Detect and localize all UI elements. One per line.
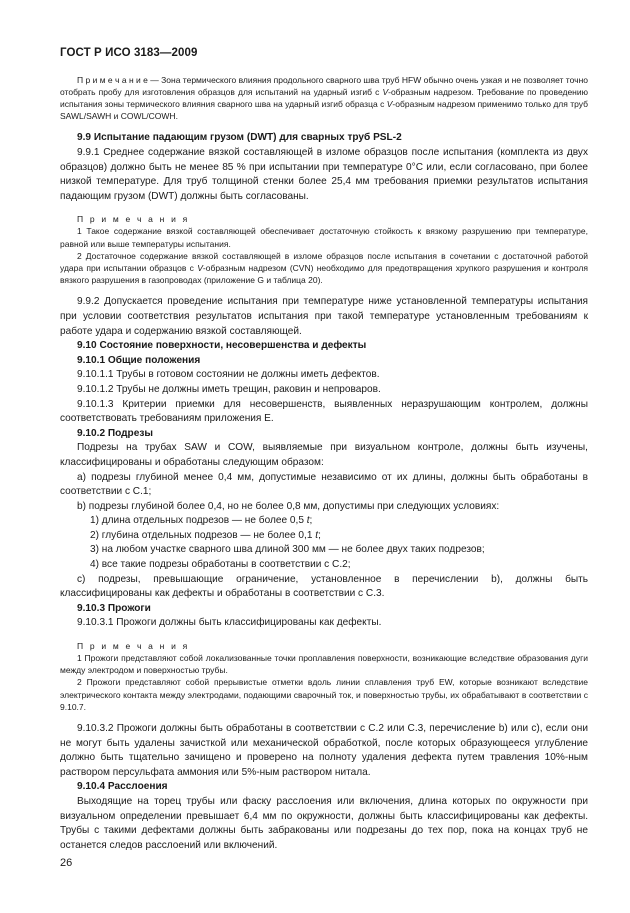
note-9-9-2: 2 Достаточное содержание вязкой составляющей в изломе образцов после испытания в сочетании с достаточной работой удара при испытании образцов с V-образным надрезом (CVN) необходимо для предотвращения хрупкого разрушения и контроля вязкого разрушения в газопроводах (приложение G и таблица 20).: [60, 250, 588, 286]
paragraph-9-9-2: 9.9.2 Допускается проведение испытания при температуре ниже установленной температуры испытания при условии соответствия результатов испытания при такой температуре установленным требованиям к работе удара и содержанию вязкой составляющей.: [60, 296, 588, 337]
section-9-10-3-title: 9.10.3 Прожоги: [77, 602, 151, 614]
page-number: 26: [60, 857, 73, 869]
list-item-b3: 3) на любом участке сварного шва длиной 300 мм — не более двух таких подрезов;: [90, 544, 485, 556]
list-item-b2: 2) глубина отдельных подрезов — не более 0,1 t;: [90, 529, 321, 541]
paragraph-9-10-3-2: 9.10.3.2 Прожоги должны быть обработаны в соответствии с С.2 или С.3, перечисление b) или с), если они не могут быть удалены зачисткой или механической обработкой, после которых образующееся углубление должно быть тщательно зачищено и проверено на полноту удаления дефекта путем травления 10%-ным раствором персульфата аммония или 5%-ным раствором нитала.: [60, 723, 588, 778]
list-item-b1: 1) длина отдельных подрезов — не более 0,5 t;: [90, 515, 313, 527]
section-9-10-2-title: 9.10.2 Подрезы: [77, 427, 153, 439]
paragraph-9-10-1-3: 9.10.1.3 Критерии приемки для несовершенств, выявленных неразрушающим контролем, должны соответствовать требованиям приложения Е.: [60, 398, 588, 425]
section-9-10-1-title: 9.10.1 Общие положения: [77, 354, 201, 366]
note-9-9-1: 1 Такое содержание вязкой составляющей обеспечивает достаточную стойкость к вязкому разрушению при температуре, равной или выше температуры испытания.: [60, 226, 588, 249]
paragraph-9-10-1-2: 9.10.1.2 Трубы не должны иметь трещин, раковин и непроваров.: [77, 383, 381, 395]
note-hfw: П р и м е ч а н и е — Зона термического влияния продольного сварного шва труб HFW обычно очень узкая и не позволяет точно отобрать пробу для изготовления образцов для испытаний на ударный изгиб с V-образным надрезом. Требование по проведению испытания зоны термического влияния сварного шва на ударный изгиб образца с V-образным надрезом применимо только для труб SAWL/SAWH и COWL/COWH.: [60, 74, 588, 122]
section-9-10-4-title: 9.10.4 Расслоения: [77, 781, 168, 793]
note-9-10-3-2: 2 Прожоги представляют собой прерывистые отметки вдоль линии сплавления труб EW, которые возникают вследствие электрического контакта между электродами, подающими сварочный ток, и поверхностью трубы, их обрабатывают в соответствии с 9.10.7.: [60, 677, 588, 712]
paragraph-laminations: Выходящие на торец трубы или фаску расслоения или включения, длина которых по окружности при визуальном определении превышает 6,4 мм по окружности, должны быть классифицированы как дефекты. Трубы с такими дефектами должны быть забракованы или подрезаны до тех пор, пока на концах труб не останется следов расслоений или включений.: [60, 796, 588, 851]
note-9-10-3-1: 1 Прожоги представляют собой локализованные точки проплавления поверхности, возникающие вследствие образования дуги между электродом и поверхностью трубы.: [60, 653, 588, 676]
section-9-10-title: 9.10 Состояние поверхности, несовершенства и дефекты: [77, 340, 367, 352]
paragraph-9-9-1: 9.9.1 Среднее содержание вязкой составляющей в изломе образцов после испытания (комплекта из двух образцов) должно быть не менее 85 % при испытании при температуре 0°С или, если согласовано, при более низкой температуре. Для труб толщиной стенки более 25,4 мм требования приемки результатов испытания падающим грузом (DWT) должны быть согласованы.: [60, 147, 588, 202]
list-item-c: с) подрезы, превышающие ограничение, установленное в перечислении b), должны быть классифицированы как дефекты и обработаны в соответствии с С.3.: [60, 573, 588, 600]
list-item-a: а) подрезы глубиной менее 0,4 мм, допустимые независимо от их длины, должны быть обработаны в соответствии с С.1;: [60, 471, 588, 498]
list-item-b: b) подрезы глубиной более 0,4, но не более 0,8 мм, допустимы при следующих условиях:: [77, 500, 500, 512]
document-header: ГОСТ Р ИСО 3183—2009: [60, 47, 198, 59]
section-9-9-title: 9.9 Испытание падающим грузом (DWT) для сварных труб PSL-2: [77, 132, 402, 144]
paragraph-9-10-1-1: 9.10.1.1 Трубы в готовом состоянии не должны иметь дефектов.: [77, 369, 380, 381]
notes-label-2: П р и м е ч а н и я: [77, 641, 190, 652]
list-item-b4: 4) все такие подрезы обработаны в соответствии с С.2;: [90, 559, 351, 571]
paragraph-9-10-3-1: 9.10.3.1 Прожоги должны быть классифицированы как дефекты.: [77, 617, 382, 629]
notes-label: П р и м е ч а н и я: [77, 214, 190, 225]
paragraph-undercuts: Подрезы на трубах SAW и COW, выявляемые при визуальном контроле, должны быть изучены, классифицированы и обработаны следующим образом:: [60, 442, 588, 468]
